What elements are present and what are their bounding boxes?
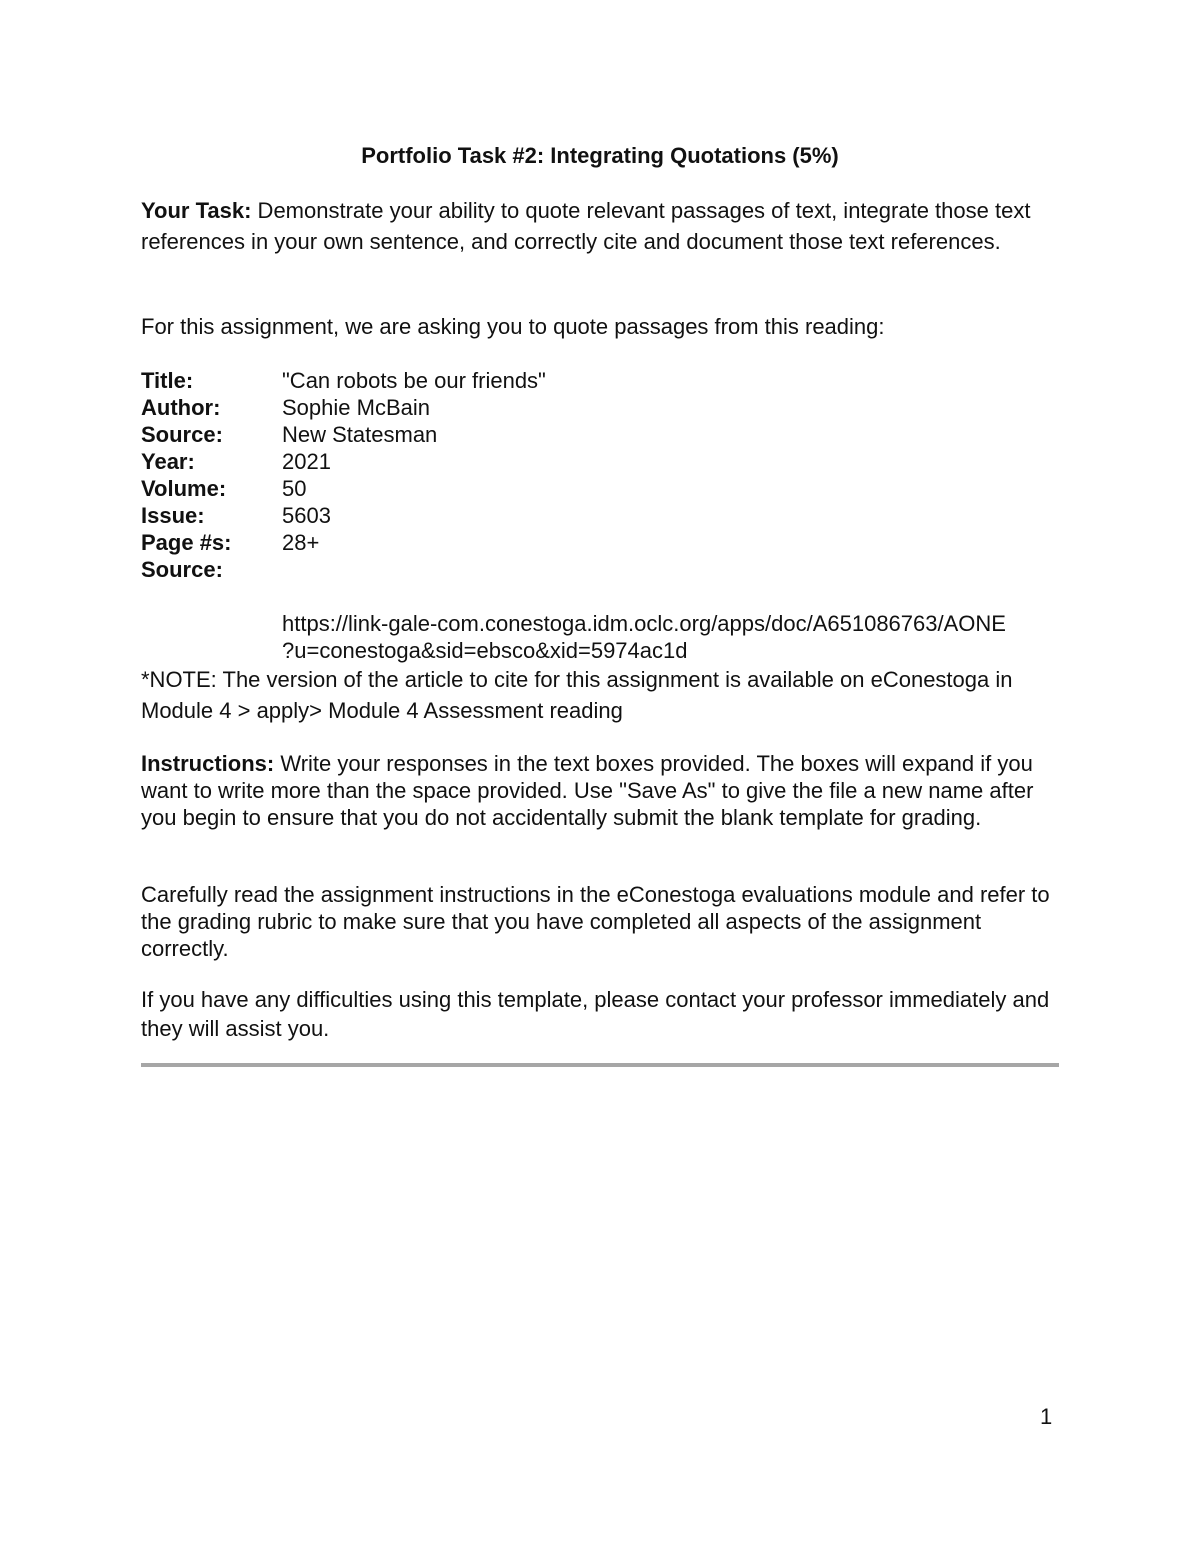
instructions-label: Instructions: [141, 751, 275, 776]
task-paragraph [141, 195, 1061, 257]
reading-year-label: Year: [141, 449, 195, 474]
intro-paragraph: For this assignment, we are asking you to quote passages from this reading: [141, 314, 885, 339]
source-url-line-1[interactable]: https://link-gale-com.conestoga.idm.oclc.org/apps/doc/A651086763/AONE [282, 611, 1006, 636]
reading-author-value: Sophie McBain [282, 395, 430, 420]
reading-author-label: Author: [141, 395, 221, 420]
page-number: 1 [1040, 1404, 1053, 1429]
reading-title-label: Title: [141, 368, 194, 393]
instructions-paragraph [141, 750, 1061, 831]
reading-year-value: 2021 [282, 449, 331, 474]
reading-source2-label: Source: [141, 557, 223, 582]
rubric-paragraph: Carefully read the assignment instructions in the eConestoga evaluations module and refer to the grading rubric to make sure that you have completed all aspects of the assignment correctly. [141, 882, 1050, 961]
reading-source-label: Source: [141, 422, 223, 447]
reading-pages-value: 28+ [282, 530, 320, 555]
difficulties-paragraph: If you have any difficulties using this template, please contact your professor immediately and they will assist you. [141, 987, 1050, 1041]
instructions-text: Write your responses in the text boxes provided. The boxes will expand if you want to write more than the space provided. Use "Save As" to give the file a new name after you begin to ensure that you do not accidentally submit the blank template for grading. [141, 751, 1034, 830]
reading-volume-value: 50 [282, 476, 307, 501]
page-title: Portfolio Task #2: Integrating Quotations (5%) [361, 143, 839, 168]
reading-title-value: "Can robots be our friends" [282, 368, 546, 393]
reading-source-value: New Statesman [282, 422, 438, 447]
source-url-line-2[interactable]: ?u=conestoga&sid=ebsco&xid=5974ac1d [282, 638, 688, 663]
horizontal-divider [141, 1063, 1059, 1067]
task-label: Your Task: [141, 198, 252, 223]
reading-pages-label: Page #s: [141, 530, 232, 555]
task-text: Demonstrate your ability to quote relevant passages of text, integrate those text references in your own sentence, and correctly cite and document those text references. [141, 198, 1031, 254]
reading-issue-label: Issue: [141, 503, 205, 528]
reading-volume-label: Volume: [141, 476, 227, 501]
reading-issue-value: 5603 [282, 503, 331, 528]
note-paragraph: *NOTE: The version of the article to cite for this assignment is available on eConestoga in Module 4 > apply> Module 4 Assessment reading [141, 667, 1013, 723]
